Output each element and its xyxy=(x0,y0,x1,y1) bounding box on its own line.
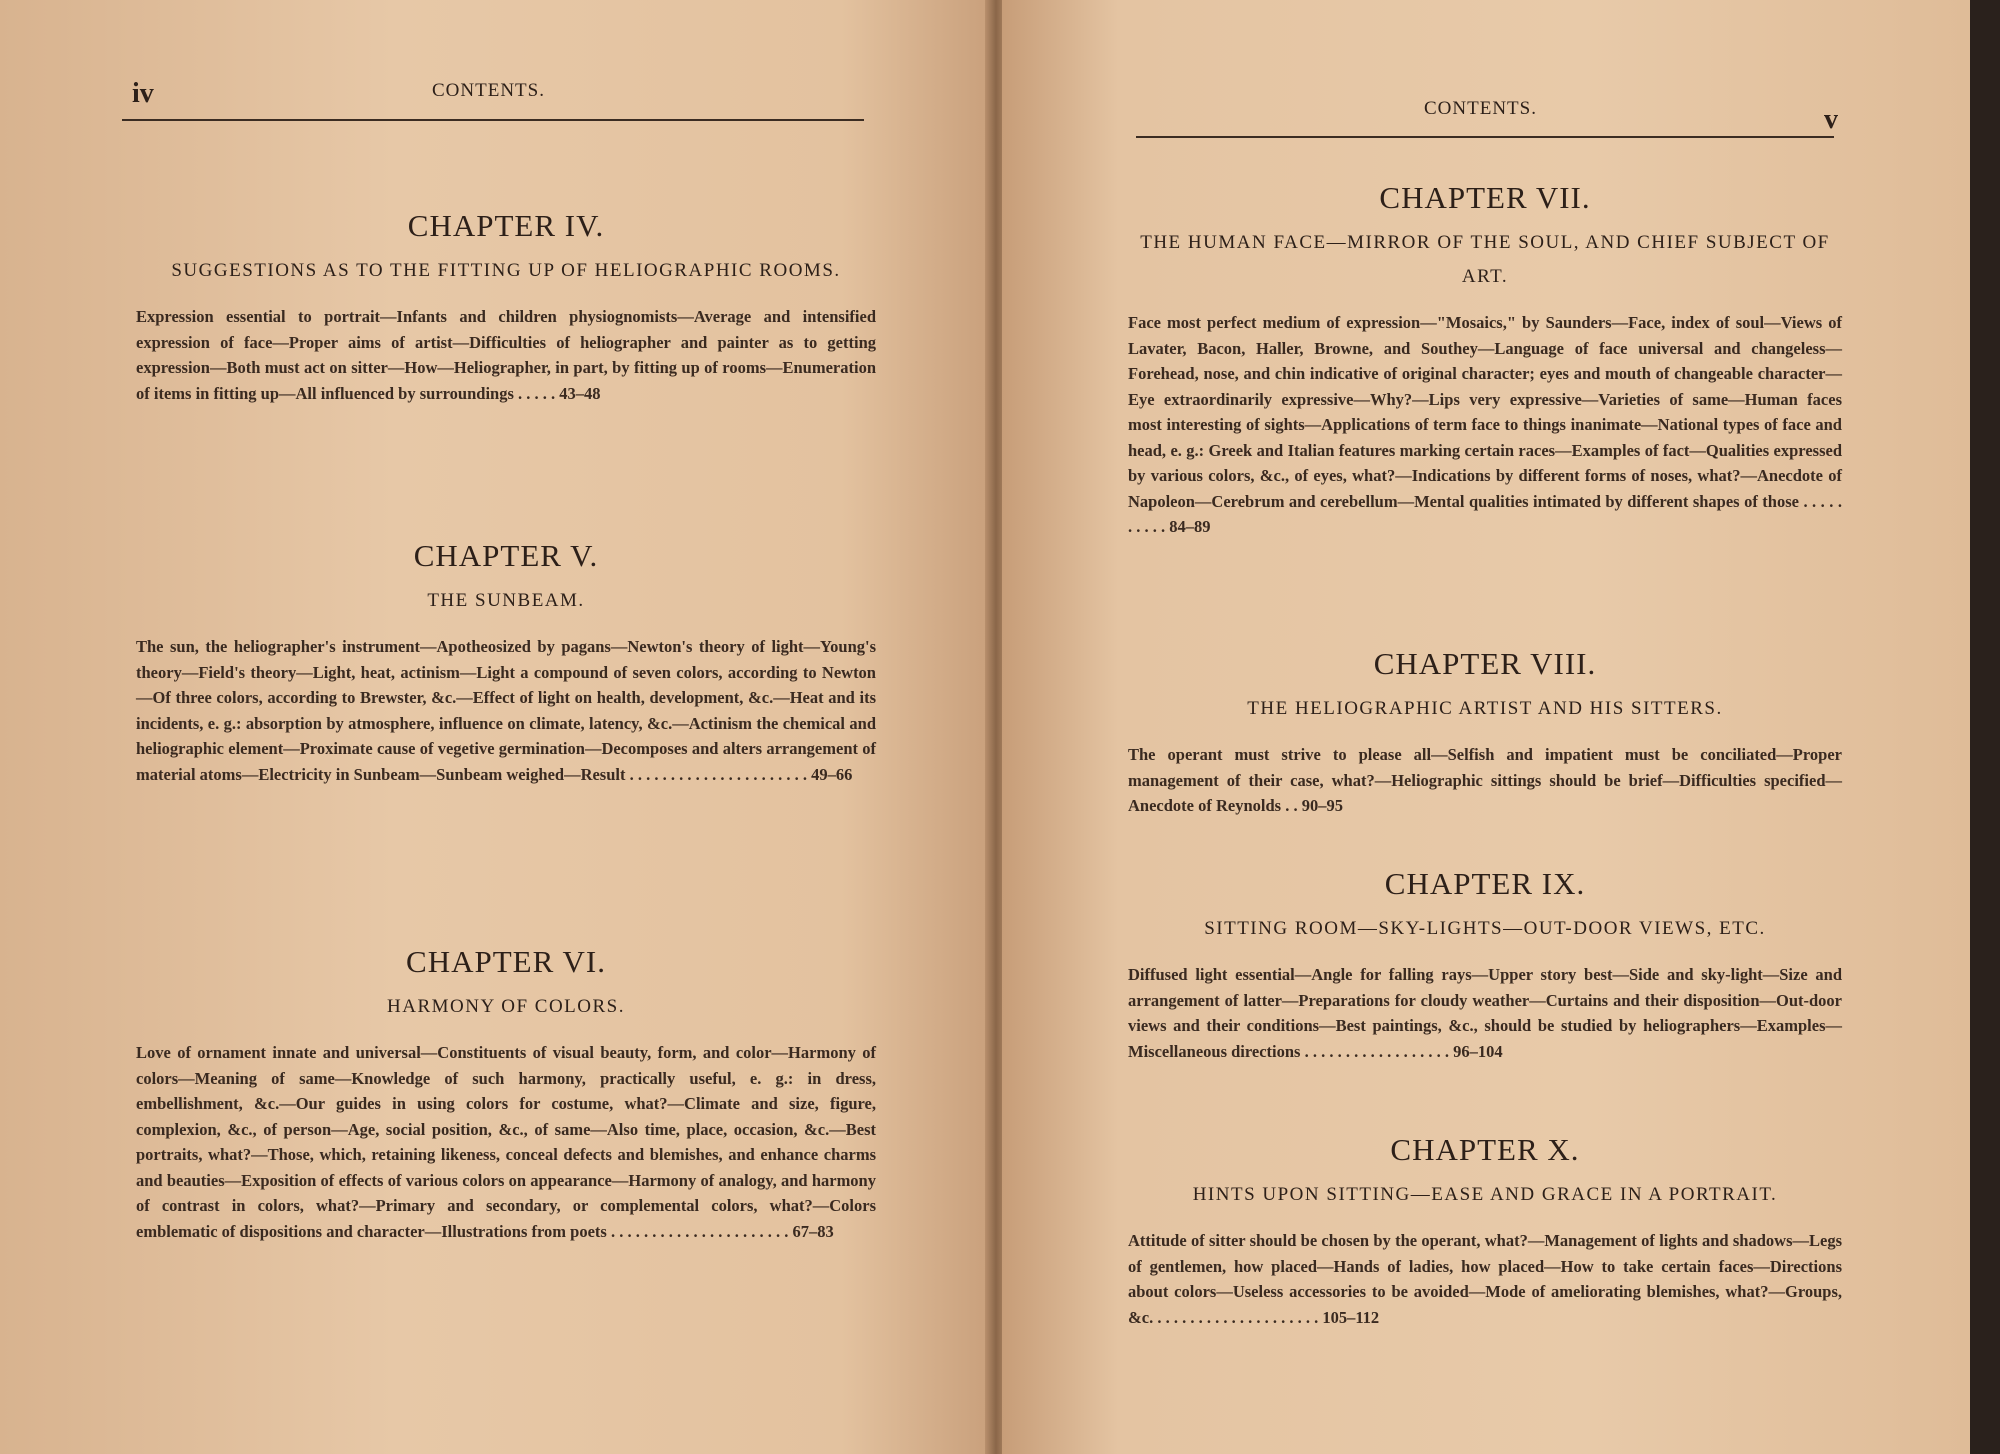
summary-text: Diffused light essential—Angle for falling rays—Upper story best—Side and sky-light—Size and arrangement of latter—Preparations for cloudy weather—Curtains and their disposition—Out-door views and their conditions—Best paintings, &c., should be studied by heliographers—Examples—Miscellaneous directions . . . . . . . . . . . . . . . . . . xyxy=(1128,965,1842,1061)
summary-text: Face most perfect medium of expression—"Mosaics," by Saunders—Face, index of soul—Views of Lavater, Bacon, Haller, Browne, and Southey—Language of face universal and changeless—Forehead, nose, and chin indicative of original character; eyes and mouth of changeable character—Eye extraordinarily expressive—Why?—Lips very expressive—Varieties of same—Human faces most interesting of sights—Applications of term face to things inanimate—National types of face and head, e. g.: Greek and Italian features marking certain races—Examples of fact—Qualities expressed by various colors, &c., of eyes, what?—Indications by different forms of noses, what?—Anecdote of Napoleon—Cerebrum and cerebellum—Mental qualities intimated by different shapes of those . . . . . . . . . . xyxy=(1128,313,1842,536)
chapter-number: CHAPTER IV. xyxy=(407,208,605,243)
chapter-number: CHAPTER X. xyxy=(1390,1132,1580,1167)
page-range: 84–89 xyxy=(1169,517,1211,536)
summary-text: Expression essential to portrait—Infants and children physiognomists—Average and intensified expression of face—Proper aims of artist—Difficulties of heliographer and painter as to getting expression—Both must act on sitter—How—Heliographer, in part, by fitting up of rooms—Enumeration of items in fitting up—All influenced by surroundings . . . . . xyxy=(136,307,876,403)
chapter-vii xyxy=(1128,180,1842,540)
chapter-title: HINTS UPON SITTING—EASE AND GRACE IN A PORTRAIT. xyxy=(1192,1184,1778,1205)
page-range: 90–95 xyxy=(1301,796,1343,815)
summary-text: The sun, the heliographer's instrument—Apotheosized by pagans—Newton's theory of light—Young's theory—Field's theory—Light, heat, actinism—Light a compound of seven colors, according to Newton—Of three colors, according to Brewster, &c.—Effect of light on health, development, &c.—Heat and its incidents, e. g.: absorption by atmosphere, influence on climate, latency, &c.—Actinism the chemical and heliographic element—Proximate cause of vegetive germination—Decomposes and alters arrangement of material atoms—Electricity in Sunbeam—Sunbeam weighed—Result . . . . . . . . . . . . . . . . . . . . . . xyxy=(136,637,876,784)
chapter-number: CHAPTER VII. xyxy=(1379,180,1591,215)
chapter-v xyxy=(136,538,876,787)
chapter-ix xyxy=(1128,866,1842,1064)
page-number: v xyxy=(1824,104,1838,135)
chapter-summary xyxy=(1128,1228,1842,1330)
chapter-title: THE HUMAN FACE—MIRROR OF THE SOUL, AND CHIEF SUBJECT OF ART. xyxy=(1140,232,1830,287)
summary-text: Love of ornament innate and universal—Constituents of visual beauty, form, and color—Harmony of colors—Meaning of same—Knowledge of such harmony, practically useful, e. g.: in dress, embellishment, &c.—Our guides in using colors for costume, what?—Climate and size, figure, complexion, &c., of person—Age, social position, &c., of same—Also time, place, occasion, &c.—Best portraits, what?—Those, which, retaining likeness, conceal defects and blemishes, and enhance charms and beauties—Exposition of effects of various colors on appearance—Harmony of analogy, and harmony of contrast in colors, what?—Primary and secondary, or complemental colors, what?—Colors emblematic of dispositions and character—Illustrations from poets . . . . . . . . . . . . . . . . . . . . . . xyxy=(136,1043,876,1241)
chapter-number: CHAPTER VIII. xyxy=(1373,646,1597,681)
chapter-summary xyxy=(1128,310,1842,540)
summary-text: The operant must strive to please all—Selfish and impatient must be conciliated—Proper management of their case, what?—Heliographic sittings should be brief—Difficulties specified—Anecdote of Reynolds . . xyxy=(1128,745,1842,815)
page-range: 43–48 xyxy=(559,383,601,403)
header-rule xyxy=(122,119,864,121)
chapter-title: THE HELIOGRAPHIC ARTIST AND HIS SITTERS. xyxy=(1247,698,1723,719)
chapter-viii xyxy=(1128,646,1842,819)
header-rule xyxy=(1136,136,1834,138)
book-cover-edge xyxy=(1970,0,2000,1454)
page-range: 96–104 xyxy=(1453,1041,1503,1061)
chapter-summary xyxy=(136,1040,876,1244)
right-page xyxy=(1002,0,1970,1454)
chapter-title: HARMONY OF COLORS. xyxy=(387,996,625,1017)
page-number: iv xyxy=(132,78,154,109)
chapter-summary xyxy=(136,304,876,406)
chapter-summary xyxy=(136,634,876,787)
page-range: 49–66 xyxy=(811,764,853,784)
chapter-summary xyxy=(1128,742,1842,819)
chapter-title: SUGGESTIONS AS TO THE FITTING UP OF HELIOGRAPHIC ROOMS. xyxy=(171,260,841,281)
summary-text: Attitude of sitter should be chosen by the operant, what?—Management of lights and shadows—Legs of gentlemen, how placed—Hands of ladies, how placed—How to take certain faces—Directions about colors—Useless accessories to be avoided—Mode of ameliorating blemishes, what?—Groups, &c. . . . . . . . . . . . . . . . . . . . . xyxy=(1128,1231,1842,1327)
chapter-title: THE SUNBEAM. xyxy=(427,590,585,611)
chapter-number: CHAPTER VI. xyxy=(406,944,606,979)
chapter-iv xyxy=(136,208,876,406)
chapter-number: CHAPTER V. xyxy=(413,538,599,573)
chapter-title: SITTING ROOM—SKY-LIGHTS—OUT-DOOR VIEWS, ETC. xyxy=(1204,918,1766,939)
left-page xyxy=(0,0,990,1454)
chapter-vi xyxy=(136,944,876,1244)
page-range: 105–112 xyxy=(1322,1307,1380,1327)
running-head: CONTENTS. xyxy=(432,80,545,101)
chapter-number: CHAPTER IX. xyxy=(1384,866,1586,901)
chapter-x xyxy=(1128,1132,1842,1330)
page-range: 67–83 xyxy=(792,1221,834,1241)
running-head: CONTENTS. xyxy=(1424,98,1537,119)
chapter-summary xyxy=(1128,962,1842,1064)
